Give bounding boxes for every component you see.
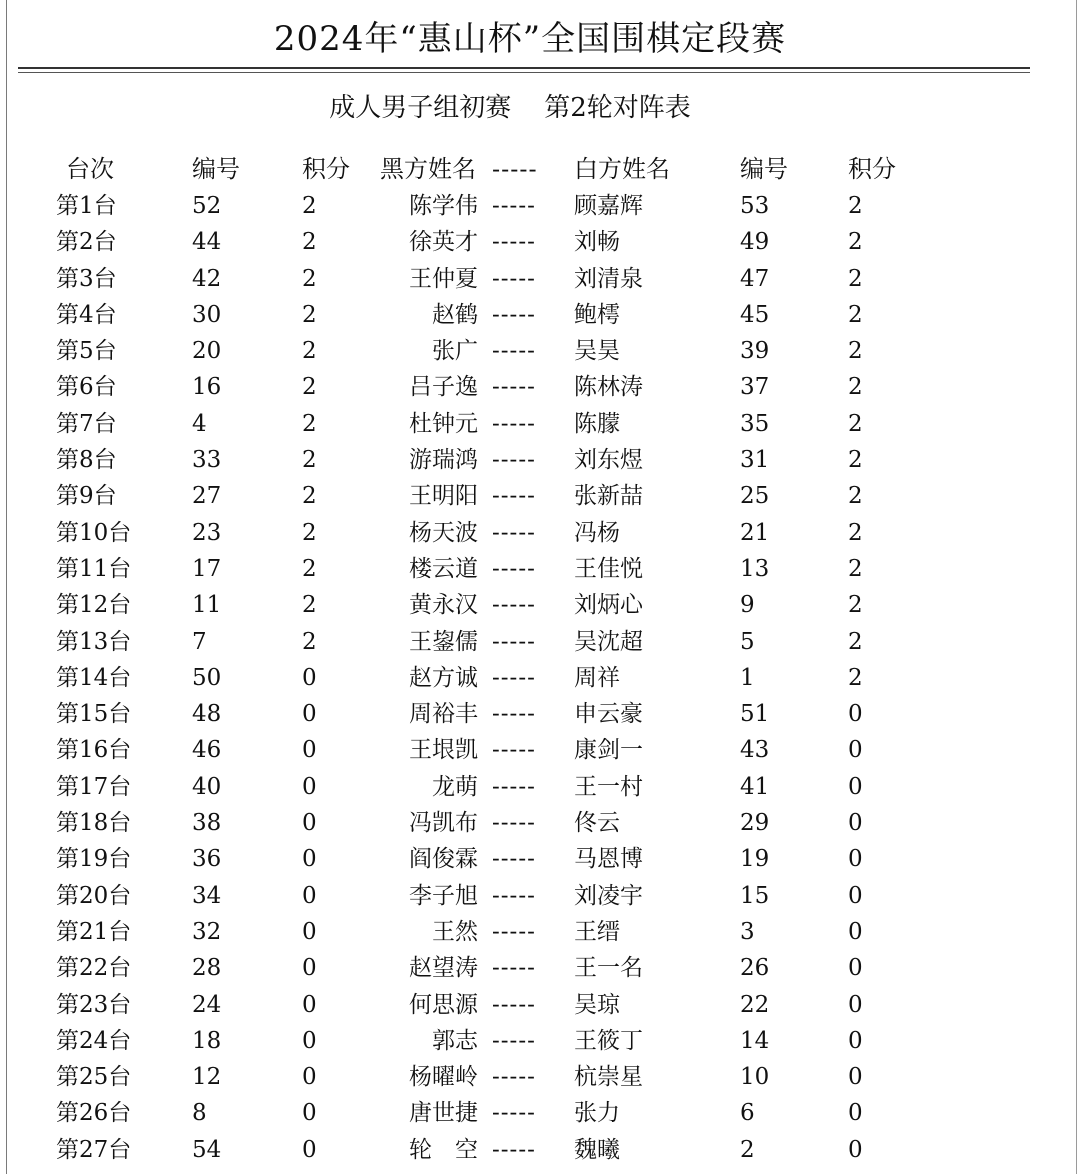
white-name-cell: 吴琼 [574,991,620,1018]
white-name-cell: 王佳悦 [574,555,643,582]
table-row [0,333,1080,369]
black-name-cell: 王然 [432,918,478,945]
white-name-cell: 吴昊 [574,338,620,365]
black-name-cell: 冯凯布 [409,810,478,837]
separator-cell: ----- [492,410,536,437]
white-name-cell: 王缙 [574,918,620,945]
white-name-cell: 张新喆 [574,483,643,510]
white-number-cell: 15 [740,882,770,909]
white-name-cell: 杭崇星 [574,1064,643,1091]
white-name-cell: 周祥 [574,664,620,691]
black-number-cell: 50 [192,664,222,691]
board-cell: 第4台 [56,301,117,328]
white-number-cell: 2 [740,1136,755,1163]
white-points-cell: 0 [848,918,863,945]
black-name-cell: 王仲夏 [409,265,478,292]
white-name-cell: 冯杨 [574,519,620,546]
white-number-cell: 49 [740,229,770,256]
table-row [0,1095,1080,1131]
black-points-cell: 2 [302,374,317,401]
black-number-cell: 7 [192,628,207,655]
separator-cell: ----- [492,882,536,909]
black-name-cell: 王鋆儒 [409,628,478,655]
black-number-cell: 38 [192,810,222,837]
white-number-cell: 26 [740,955,770,982]
white-points-cell: 0 [848,955,863,982]
table-body [0,188,1080,1168]
black-name-cell: 黄永汉 [409,592,478,619]
separator-cell: ----- [492,1027,536,1054]
white-number-cell: 3 [740,918,755,945]
title-divider-thin [18,72,1030,73]
black-name-cell: 龙萌 [432,773,478,800]
black-points-cell: 2 [302,447,317,474]
separator-cell: ----- [492,1064,536,1091]
black-name-cell: 赵方诚 [409,664,478,691]
black-points-cell: 2 [302,628,317,655]
white-points-cell: 0 [848,846,863,873]
white-name-cell: 张力 [574,1100,620,1127]
white-number-cell: 25 [740,483,770,510]
white-number-cell: 19 [740,846,770,873]
header-black-points: 积分 [302,155,350,183]
white-name-cell: 鲍樗 [574,301,620,328]
white-name-cell: 刘炳心 [574,592,643,619]
board-cell: 第25台 [56,1064,132,1091]
table-row [0,442,1080,478]
board-cell: 第20台 [56,882,132,909]
black-points-cell: 2 [302,555,317,582]
white-number-cell: 35 [740,410,770,437]
black-name-cell: 李子旭 [409,882,478,909]
table-row [0,551,1080,587]
separator-cell: ----- [492,810,536,837]
black-name-cell: 周裕丰 [409,701,478,728]
white-name-cell: 顾嘉辉 [574,193,643,219]
table-row [0,1059,1080,1095]
board-cell: 第9台 [56,483,117,510]
board-cell: 第7台 [56,410,117,437]
white-points-cell: 2 [848,193,863,219]
white-number-cell: 45 [740,301,770,328]
white-points-cell: 0 [848,1136,863,1163]
table-row [0,369,1080,405]
black-number-cell: 11 [192,592,222,619]
table-row [0,660,1080,696]
separator-cell: ----- [492,918,536,945]
white-number-cell: 10 [740,1064,770,1091]
black-points-cell: 0 [302,1027,317,1054]
white-number-cell: 13 [740,555,770,582]
white-points-cell: 2 [848,555,863,582]
black-points-cell: 0 [302,918,317,945]
black-number-cell: 20 [192,338,222,365]
white-name-cell: 刘畅 [574,229,620,256]
white-number-cell: 47 [740,265,770,292]
table-row [0,841,1080,877]
black-number-cell: 32 [192,918,222,945]
white-number-cell: 22 [740,991,770,1018]
board-cell: 第3台 [56,265,117,292]
black-name-cell: 王垠凯 [409,737,478,764]
separator-cell: ----- [492,773,536,800]
board-cell: 第13台 [56,628,132,655]
black-points-cell: 0 [302,737,317,764]
black-number-cell: 48 [192,701,222,728]
black-number-cell: 17 [192,555,222,582]
black-number-cell: 34 [192,882,222,909]
table-row [0,987,1080,1023]
separator-cell: ----- [492,301,536,328]
white-name-cell: 康剑一 [574,737,643,764]
black-points-cell: 0 [302,991,317,1018]
separator-cell: ----- [492,592,536,619]
white-name-cell: 王一村 [574,773,643,800]
black-name-cell: 何思源 [409,991,478,1018]
white-points-cell: 2 [848,229,863,256]
board-cell: 第22台 [56,955,132,982]
white-points-cell: 2 [848,301,863,328]
white-name-cell: 刘清泉 [574,265,643,292]
black-number-cell: 54 [192,1136,222,1163]
black-number-cell: 12 [192,1064,222,1091]
black-points-cell: 0 [302,1136,317,1163]
white-name-cell: 刘凌宇 [574,882,643,909]
board-cell: 第24台 [56,1027,132,1054]
white-number-cell: 5 [740,628,755,655]
black-number-cell: 23 [192,519,222,546]
black-name-cell: 赵望涛 [409,955,478,982]
black-points-cell: 2 [302,592,317,619]
board-cell: 第11台 [56,555,132,582]
white-points-cell: 0 [848,991,863,1018]
table-row [0,297,1080,333]
black-number-cell: 30 [192,301,222,328]
separator-cell: ----- [492,338,536,365]
title-divider-thick [18,67,1030,69]
board-cell: 第5台 [56,338,117,365]
black-name-cell: 郭志 [432,1027,478,1054]
white-name-cell: 陈林涛 [574,374,643,401]
white-number-cell: 37 [740,374,770,401]
board-cell: 第1台 [56,193,117,219]
black-points-cell: 0 [302,1100,317,1127]
white-number-cell: 9 [740,592,755,619]
separator-cell: ----- [492,846,536,873]
board-cell: 第19台 [56,846,132,873]
white-name-cell: 吴沈超 [574,628,643,655]
header-board: 台次 [66,155,114,183]
white-points-cell: 0 [848,737,863,764]
separator-cell: ----- [492,991,536,1018]
board-cell: 第8台 [56,447,117,474]
white-name-cell: 刘东煜 [574,447,643,474]
board-cell: 第10台 [56,519,132,546]
black-points-cell: 0 [302,810,317,837]
table-row [0,515,1080,551]
black-points-cell: 2 [302,193,317,219]
white-points-cell: 2 [848,519,863,546]
white-name-cell: 陈朦 [574,410,620,437]
white-points-cell: 0 [848,773,863,800]
black-points-cell: 0 [302,955,317,982]
white-name-cell: 申云豪 [574,701,643,728]
black-name-cell: 楼云道 [409,555,478,582]
black-points-cell: 0 [302,846,317,873]
separator-cell: ----- [492,737,536,764]
black-number-cell: 46 [192,737,222,764]
table-row [0,1132,1080,1168]
table-row [0,696,1080,732]
black-points-cell: 2 [302,338,317,365]
board-cell: 第27台 [56,1136,132,1163]
black-name-cell: 杨天波 [409,519,478,546]
board-cell: 第15台 [56,701,132,728]
black-number-cell: 42 [192,265,222,292]
white-number-cell: 21 [740,519,770,546]
black-number-cell: 40 [192,773,222,800]
pairing-table [0,150,1080,1168]
separator-cell: ----- [492,519,536,546]
white-number-cell: 14 [740,1027,770,1054]
white-points-cell: 2 [848,592,863,619]
white-points-cell: 0 [848,1100,863,1127]
separator-cell: ----- [492,628,536,655]
table-row [0,406,1080,442]
separator-cell: ----- [492,483,536,510]
black-name-cell: 张广 [432,338,478,365]
black-name-cell: 轮 空 [409,1136,478,1163]
board-cell: 第21台 [56,918,132,945]
board-cell: 第6台 [56,374,117,401]
black-points-cell: 2 [302,410,317,437]
black-points-cell: 0 [302,1064,317,1091]
table-row [0,1023,1080,1059]
white-number-cell: 39 [740,338,770,365]
board-cell: 第18台 [56,810,132,837]
white-points-cell: 0 [848,701,863,728]
page-subtitle: 成人男子组初赛 第2轮对阵表 [329,93,691,123]
black-number-cell: 18 [192,1027,222,1054]
black-number-cell: 24 [192,991,222,1018]
black-name-cell: 杜钟元 [409,410,478,437]
board-cell: 第2台 [56,229,117,256]
separator-cell: ----- [492,229,536,256]
black-number-cell: 16 [192,374,222,401]
black-name-cell: 陈学伟 [409,193,478,219]
header-black-number: 编号 [192,155,240,183]
black-name-cell: 游瑞鸿 [409,447,478,474]
black-number-cell: 4 [192,410,207,437]
black-points-cell: 0 [302,701,317,728]
header-white-name: 白方姓名 [574,155,670,183]
white-points-cell: 2 [848,374,863,401]
black-name-cell: 唐世捷 [409,1100,478,1127]
white-number-cell: 53 [740,193,770,219]
black-points-cell: 0 [302,773,317,800]
black-points-cell: 2 [302,483,317,510]
black-number-cell: 52 [192,193,222,219]
white-points-cell: 2 [848,265,863,292]
table-row [0,261,1080,297]
separator-cell: ----- [492,555,536,582]
black-name-cell: 赵鹤 [432,301,478,328]
white-name-cell: 王筱丁 [574,1027,643,1054]
header-separator: ----- [492,155,538,183]
white-points-cell: 2 [848,628,863,655]
separator-cell: ----- [492,193,536,219]
board-cell: 第16台 [56,737,132,764]
white-points-cell: 0 [848,882,863,909]
white-points-cell: 0 [848,1027,863,1054]
separator-cell: ----- [492,664,536,691]
white-points-cell: 0 [848,1064,863,1091]
white-number-cell: 29 [740,810,770,837]
white-points-cell: 2 [848,483,863,510]
board-cell: 第17台 [56,773,132,800]
white-number-cell: 6 [740,1100,755,1127]
white-points-cell: 2 [848,338,863,365]
black-number-cell: 33 [192,447,222,474]
separator-cell: ----- [492,955,536,982]
table-row [0,587,1080,623]
table-row [0,732,1080,768]
white-name-cell: 魏曦 [574,1136,620,1163]
black-points-cell: 2 [302,229,317,256]
white-number-cell: 43 [740,737,770,764]
white-points-cell: 0 [848,810,863,837]
header-black-name: 黑方姓名 [380,155,476,183]
black-name-cell: 王明阳 [409,483,478,510]
separator-cell: ----- [492,374,536,401]
table-row [0,878,1080,914]
black-number-cell: 27 [192,483,222,510]
white-number-cell: 31 [740,447,770,474]
white-number-cell: 51 [740,701,770,728]
white-name-cell: 佟云 [574,810,620,837]
separator-cell: ----- [492,1136,536,1163]
black-points-cell: 0 [302,664,317,691]
table-row [0,950,1080,986]
table-row [0,188,1080,224]
white-points-cell: 2 [848,447,863,474]
board-cell: 第12台 [56,592,132,619]
table-row [0,478,1080,514]
table-row [0,224,1080,260]
black-number-cell: 44 [192,229,222,256]
black-points-cell: 2 [302,519,317,546]
black-number-cell: 8 [192,1100,207,1127]
page-title: 2024年“惠山杯”全国围棋定段赛 [273,19,787,59]
table-row [0,624,1080,660]
separator-cell: ----- [492,447,536,474]
table-row [0,769,1080,805]
separator-cell: ----- [492,265,536,292]
board-cell: 第26台 [56,1100,132,1127]
black-name-cell: 杨曜岭 [409,1064,478,1091]
black-name-cell: 阎俊霖 [409,846,478,873]
separator-cell: ----- [492,1100,536,1127]
white-points-cell: 2 [848,410,863,437]
board-cell: 第14台 [56,664,132,691]
black-points-cell: 0 [302,882,317,909]
table-header-row [0,150,1080,188]
white-name-cell: 马恩博 [574,846,643,873]
black-number-cell: 28 [192,955,222,982]
table-row [0,805,1080,841]
white-points-cell: 2 [848,664,863,691]
white-number-cell: 1 [740,664,755,691]
black-points-cell: 2 [302,301,317,328]
black-points-cell: 2 [302,265,317,292]
header-white-number: 编号 [740,155,788,183]
separator-cell: ----- [492,701,536,728]
board-cell: 第23台 [56,991,132,1018]
black-name-cell: 徐英才 [409,229,478,256]
table-row [0,914,1080,950]
white-name-cell: 王一名 [574,955,643,982]
black-name-cell: 吕子逸 [409,374,478,401]
black-number-cell: 36 [192,846,222,873]
header-white-points: 积分 [848,155,896,183]
white-number-cell: 41 [740,773,770,800]
